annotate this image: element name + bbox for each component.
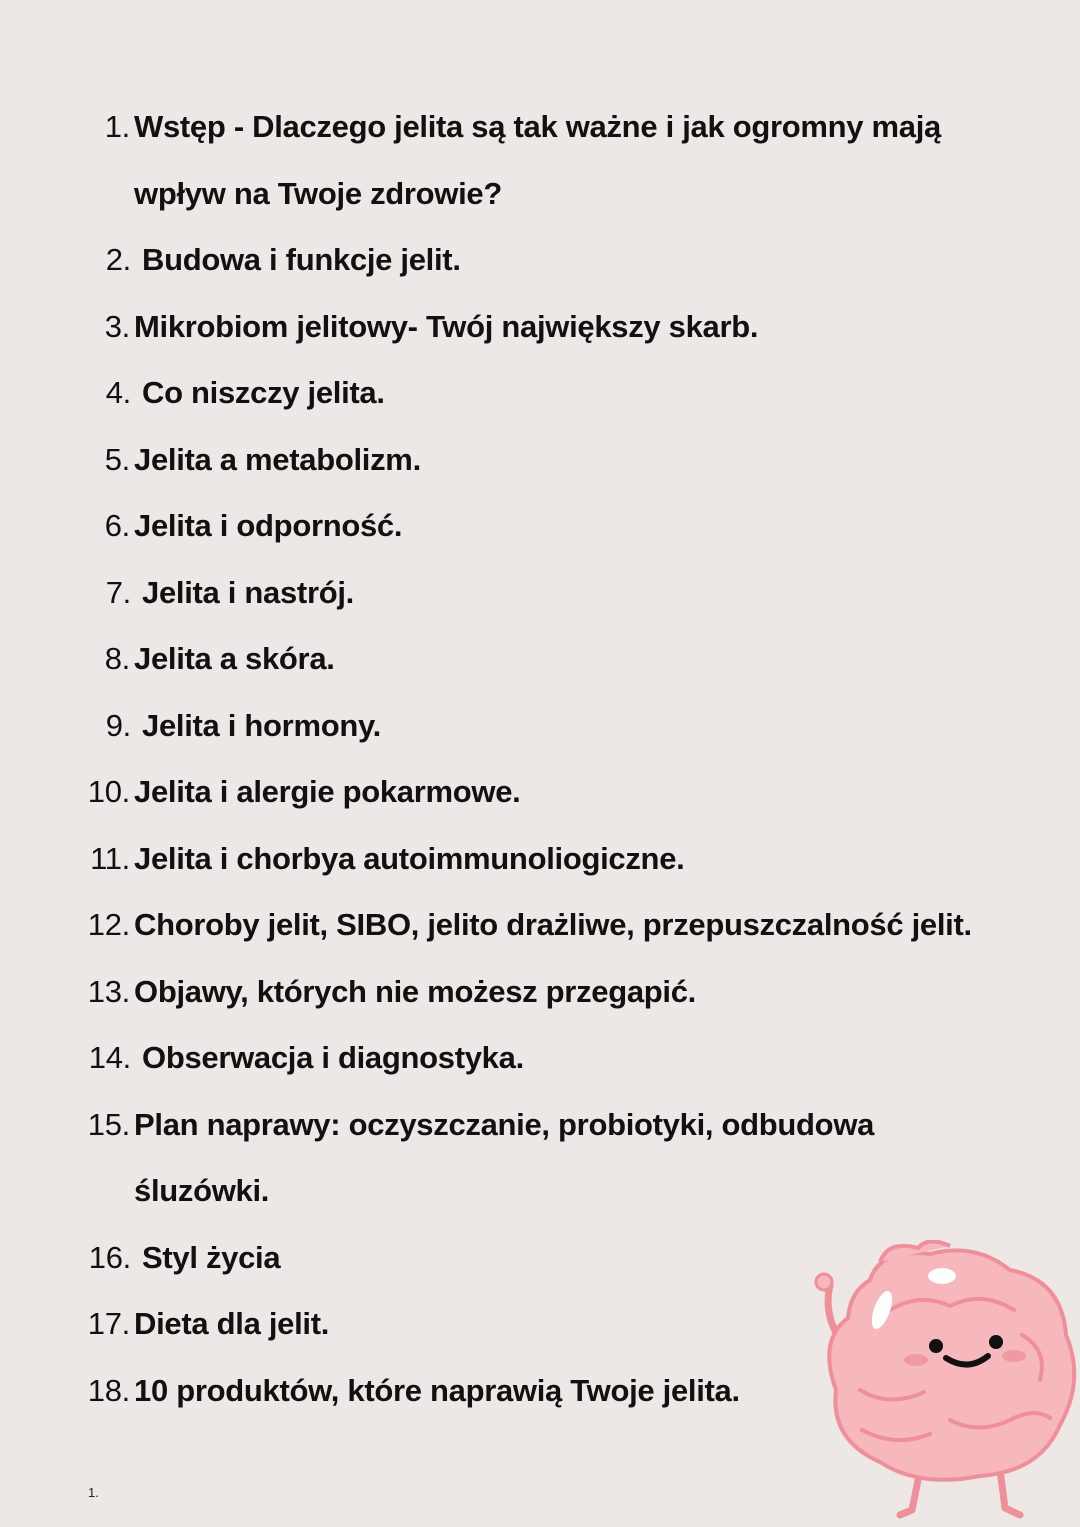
toc-number: 3.: [104, 308, 130, 344]
toc-title: Jelita a metabolizm.: [134, 441, 421, 477]
toc-item-15: [0, 1092, 1080, 1225]
toc-number: 1.: [104, 109, 130, 144]
toc-item-3: [0, 294, 1080, 361]
toc-title: Dieta dla jelit.: [134, 1306, 330, 1341]
toc-title: Jelita i odporność.: [134, 508, 403, 543]
toc-item-11: [0, 826, 1080, 893]
toc-item-7: [0, 560, 1080, 627]
toc-title-continued: wpływ na Twoje zdrowie?: [134, 175, 503, 211]
toc-title: 10 produktów, które naprawią Twoje jelita.: [134, 1372, 740, 1408]
toc-title: Wstęp - Dlaczego jelita są tak ważne i jak ogromny mają: [134, 109, 941, 144]
toc-number: 9.: [105, 707, 131, 743]
page-number: 1.: [88, 1485, 99, 1500]
toc-title: Styl życia: [142, 1239, 281, 1275]
toc-title: Choroby jelit, SIBO, jelito drażliwe, przepuszczalność jelit.: [134, 907, 972, 942]
toc-item-2: [0, 227, 1080, 294]
intestine-mascot-icon: [800, 1240, 1080, 1527]
toc-number: 12.: [87, 907, 130, 942]
toc-title: Jelita i alergie pokarmowe.: [134, 774, 521, 809]
toc-number: 17.: [87, 1306, 130, 1341]
toc-number: 10.: [87, 774, 130, 809]
toc-number: 18.: [87, 1372, 130, 1408]
toc-item-14: [0, 1025, 1080, 1092]
toc-item-8: [0, 626, 1080, 693]
toc-title: Plan naprawy: oczyszczanie, probiotyki, odbudowa: [134, 1106, 875, 1142]
toc-item-13: [0, 959, 1080, 1026]
toc-item-12: [0, 892, 1080, 959]
toc-title-continued: śluzówki.: [134, 1173, 270, 1208]
toc-title: Jelita i chorbya autoimmunoliogiczne.: [134, 840, 685, 876]
toc-title: Obserwacja i diagnostyka.: [142, 1040, 524, 1075]
toc-title: Objawy, których nie możesz przegapić.: [134, 973, 696, 1009]
toc-item-5: [0, 427, 1080, 494]
toc-title: Budowa i funkcje jelit.: [142, 242, 461, 277]
toc-title: Jelita a skóra.: [134, 641, 335, 676]
toc-number: 2.: [105, 242, 131, 277]
toc-title: Mikrobiom jelitowy- Twój największy skarb.: [134, 308, 759, 344]
table-of-contents: [0, 94, 1080, 1424]
toc-number: 8.: [104, 641, 130, 676]
toc-title: Co niszczy jelita.: [142, 375, 385, 410]
toc-number: 16.: [88, 1239, 131, 1275]
toc-number: 15.: [87, 1106, 130, 1142]
toc-number: 14.: [88, 1040, 131, 1075]
toc-number: 4.: [105, 375, 131, 410]
toc-item-9: [0, 693, 1080, 760]
toc-title: Jelita i nastrój.: [142, 574, 354, 610]
toc-number: 13.: [87, 973, 130, 1009]
toc-title: Jelita i hormony.: [142, 707, 381, 743]
toc-item-6: [0, 493, 1080, 560]
toc-item-4: [0, 360, 1080, 427]
toc-number: 7.: [105, 574, 131, 610]
toc-number: 5.: [104, 441, 130, 477]
toc-item-10: [0, 759, 1080, 826]
toc-number: 11.: [90, 840, 130, 876]
toc-item-1: [0, 94, 1080, 227]
toc-number: 6.: [104, 508, 130, 543]
